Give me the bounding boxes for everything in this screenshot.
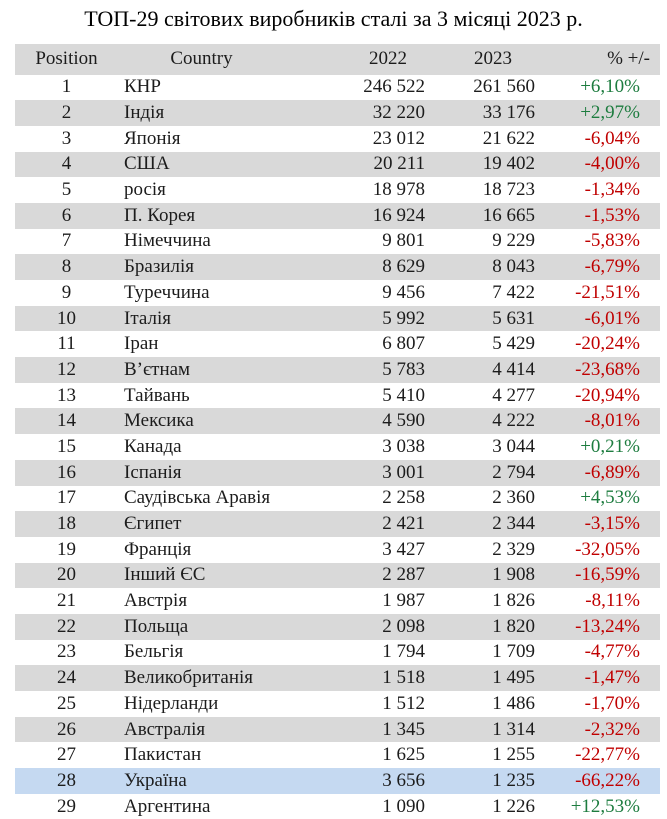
cell-percent-change: -3,15%: [584, 513, 640, 535]
cell-country: Великобританія: [124, 667, 254, 689]
table-row: [15, 486, 660, 512]
cell-position: 21: [57, 590, 76, 612]
table-row: [15, 614, 660, 640]
cell-country: Індія: [124, 102, 165, 124]
cell-country: Японія: [124, 127, 181, 149]
cell-value-2022: 3 038: [382, 435, 425, 457]
cell-value-2023: 2 329: [492, 538, 535, 560]
cell-value-2023: 5 429: [492, 333, 535, 355]
column-header-position: Position: [35, 48, 98, 70]
table-row: [15, 640, 660, 666]
cell-value-2022: 1 345: [382, 718, 425, 740]
cell-percent-change: -20,24%: [575, 333, 640, 355]
cell-percent-change: -32,05%: [575, 538, 640, 560]
cell-value-2022: 2 421: [382, 513, 425, 535]
table-row: [15, 383, 660, 409]
cell-value-2022: 2 098: [382, 615, 425, 637]
cell-country: Аргентина: [124, 795, 211, 817]
cell-value-2022: 9 801: [382, 230, 425, 252]
cell-country: Єгипет: [124, 513, 182, 535]
cell-position: 15: [57, 435, 76, 457]
cell-value-2022: 2 258: [382, 487, 425, 509]
cell-percent-change: -4,00%: [584, 153, 640, 175]
table-row: [15, 331, 660, 357]
cell-value-2023: 4 277: [492, 384, 535, 406]
cell-percent-change: -1,47%: [584, 667, 640, 689]
table-row: [15, 408, 660, 434]
cell-position: 6: [61, 204, 72, 226]
cell-value-2023: 1 486: [492, 692, 535, 714]
cell-percent-change: -8,11%: [585, 590, 640, 612]
cell-percent-change: +4,53%: [580, 487, 640, 509]
table-header: [15, 44, 660, 75]
table-row: [15, 75, 660, 101]
column-header-2022: 2022: [369, 48, 407, 70]
cell-percent-change: -21,51%: [575, 281, 640, 303]
cell-country: Бельгія: [124, 641, 184, 663]
cell-country: Австрія: [124, 590, 188, 612]
cell-country: Саудівська Аравія: [124, 487, 271, 509]
cell-value-2023: 33 176: [482, 102, 535, 124]
cell-value-2023: 7 422: [492, 281, 535, 303]
cell-value-2023: 3 044: [492, 435, 535, 457]
cell-value-2023: 1 314: [492, 718, 535, 740]
table-row: [15, 229, 660, 255]
cell-value-2023: 2 344: [492, 513, 535, 535]
cell-country: КНР: [124, 76, 161, 98]
cell-country: Мексика: [124, 410, 194, 432]
cell-value-2022: 1 987: [382, 590, 425, 612]
cell-value-2023: 1 908: [492, 564, 535, 586]
cell-value-2022: 3 656: [382, 769, 425, 791]
cell-value-2023: 1 495: [492, 667, 535, 689]
cell-position: 27: [57, 744, 76, 766]
cell-position: 24: [57, 667, 76, 689]
cell-position: 17: [57, 487, 76, 509]
cell-value-2022: 18 978: [372, 179, 425, 201]
cell-position: 4: [61, 153, 72, 175]
cell-position: 16: [57, 461, 76, 483]
cell-percent-change: -6,04%: [584, 127, 640, 149]
cell-position: 5: [61, 179, 72, 201]
cell-value-2023: 1 709: [492, 641, 535, 663]
table-row: [15, 177, 660, 203]
cell-percent-change: +2,97%: [580, 102, 640, 124]
cell-country: Італія: [124, 307, 171, 329]
cell-value-2022: 16 924: [372, 204, 425, 226]
cell-country: Інший ЄС: [124, 564, 206, 586]
table-row: [15, 717, 660, 743]
cell-country: Україна: [124, 769, 187, 791]
cell-percent-change: -1,34%: [584, 179, 640, 201]
cell-value-2022: 1 518: [382, 667, 425, 689]
table-row: [15, 126, 660, 152]
table-row: [15, 203, 660, 229]
table-row: [15, 563, 660, 589]
cell-percent-change: +12,53%: [570, 795, 640, 817]
table-row: [15, 100, 660, 126]
cell-value-2022: 5 992: [382, 307, 425, 329]
table-row-highlighted: [15, 768, 660, 794]
column-header-percent-change: % +/-: [607, 48, 650, 70]
cell-country: Німеччина: [124, 230, 211, 252]
cell-position: 11: [57, 333, 76, 355]
cell-value-2023: 16 665: [482, 204, 535, 226]
table-row: [15, 691, 660, 717]
cell-position: 28: [57, 769, 76, 791]
cell-percent-change: -13,24%: [575, 615, 640, 637]
cell-percent-change: -22,77%: [575, 744, 640, 766]
cell-position: 12: [57, 358, 76, 380]
table-row: [15, 306, 660, 332]
cell-position: 14: [57, 410, 76, 432]
cell-percent-change: -1,53%: [584, 204, 640, 226]
cell-country: Іран: [124, 333, 159, 355]
cell-value-2023: 18 723: [482, 179, 535, 201]
table-row: [15, 152, 660, 178]
table-header-row: [15, 44, 660, 75]
column-header-country: Country: [170, 48, 233, 70]
table-row: [15, 280, 660, 306]
cell-position: 3: [61, 127, 72, 149]
cell-value-2023: 1 235: [492, 769, 535, 791]
cell-position: 26: [57, 718, 76, 740]
cell-percent-change: +0,21%: [580, 435, 640, 457]
cell-value-2022: 5 410: [382, 384, 425, 406]
cell-position: 8: [61, 256, 72, 278]
cell-position: 18: [57, 513, 76, 535]
cell-value-2023: 9 229: [492, 230, 535, 252]
cell-country: Польща: [124, 615, 189, 637]
cell-value-2023: 1 820: [492, 615, 535, 637]
cell-position: 19: [57, 538, 76, 560]
column-header-2023: 2023: [474, 48, 512, 70]
cell-value-2023: 5 631: [492, 307, 535, 329]
cell-percent-change: -4,77%: [584, 641, 640, 663]
cell-value-2022: 20 211: [373, 153, 425, 175]
cell-percent-change: +6,10%: [580, 76, 640, 98]
cell-country: Австралія: [124, 718, 206, 740]
cell-position: 23: [57, 641, 76, 663]
cell-position: 7: [61, 230, 72, 252]
cell-position: 1: [61, 76, 72, 98]
cell-position: 10: [57, 307, 76, 329]
table-row: [15, 460, 660, 486]
cell-value-2022: 6 807: [382, 333, 425, 355]
cell-position: 20: [57, 564, 76, 586]
cell-country: Тайвань: [124, 384, 190, 406]
cell-value-2022: 3 001: [382, 461, 425, 483]
cell-country: Бразилія: [124, 256, 195, 278]
cell-value-2022: 23 012: [372, 127, 425, 149]
table-body: [15, 75, 660, 819]
cell-position: 9: [61, 281, 72, 303]
cell-value-2022: 246 522: [363, 76, 425, 98]
cell-value-2022: 4 590: [382, 410, 425, 432]
cell-value-2022: 1 090: [382, 795, 425, 817]
cell-percent-change: -2,32%: [584, 718, 640, 740]
cell-position: 25: [57, 692, 76, 714]
cell-value-2023: 19 402: [482, 153, 535, 175]
cell-value-2022: 3 427: [382, 538, 425, 560]
cell-country: Пакистан: [124, 744, 202, 766]
cell-country: Канада: [124, 435, 182, 457]
cell-percent-change: -6,89%: [584, 461, 640, 483]
cell-percent-change: -20,94%: [575, 384, 640, 406]
cell-value-2022: 2 287: [382, 564, 425, 586]
cell-value-2023: 1 826: [492, 590, 535, 612]
cell-value-2022: 1 794: [382, 641, 425, 663]
cell-value-2023: 1 255: [492, 744, 535, 766]
cell-percent-change: -16,59%: [575, 564, 640, 586]
table-row: [15, 537, 660, 563]
cell-position: 22: [57, 615, 76, 637]
cell-country: В’єтнам: [124, 358, 191, 380]
cell-position: 29: [57, 795, 76, 817]
cell-percent-change: -1,70%: [584, 692, 640, 714]
cell-value-2023: 2 794: [492, 461, 535, 483]
table-row: [15, 794, 660, 819]
cell-value-2023: 4 222: [492, 410, 535, 432]
cell-country: росія: [124, 179, 166, 201]
cell-value-2022: 8 629: [382, 256, 425, 278]
table-row: [15, 254, 660, 280]
table-title: ТОП-29 світових виробників сталі за 3 місяці 2023 р.: [84, 6, 583, 31]
cell-value-2022: 9 456: [382, 281, 425, 303]
table-row: [15, 742, 660, 768]
cell-value-2022: 1 512: [382, 692, 425, 714]
cell-value-2022: 1 625: [382, 744, 425, 766]
cell-value-2023: 2 360: [492, 487, 535, 509]
cell-percent-change: -23,68%: [575, 358, 640, 380]
cell-country: Нідерланди: [124, 692, 219, 714]
cell-value-2023: 8 043: [492, 256, 535, 278]
cell-position: 13: [57, 384, 76, 406]
table-row: [15, 511, 660, 537]
cell-position: 2: [61, 102, 72, 124]
cell-country: П. Корея: [124, 204, 196, 226]
table-row: [15, 434, 660, 460]
cell-value-2022: 5 783: [382, 358, 425, 380]
cell-country: Туреччина: [124, 281, 210, 303]
cell-country: Франція: [124, 538, 192, 560]
table-row: [15, 588, 660, 614]
cell-value-2023: 1 226: [492, 795, 535, 817]
table-row: [15, 357, 660, 383]
cell-percent-change: -66,22%: [575, 769, 640, 791]
cell-country: Іспанія: [124, 461, 182, 483]
cell-country: США: [124, 153, 170, 175]
cell-percent-change: -6,79%: [584, 256, 640, 278]
cell-value-2023: 21 622: [482, 127, 535, 149]
steel-producers-table: [15, 44, 660, 819]
cell-percent-change: -5,83%: [584, 230, 640, 252]
cell-value-2023: 4 414: [492, 358, 535, 380]
cell-percent-change: -8,01%: [584, 410, 640, 432]
table-row: [15, 665, 660, 691]
cell-percent-change: -6,01%: [584, 307, 640, 329]
cell-value-2022: 32 220: [372, 102, 425, 124]
cell-value-2023: 261 560: [473, 76, 535, 98]
